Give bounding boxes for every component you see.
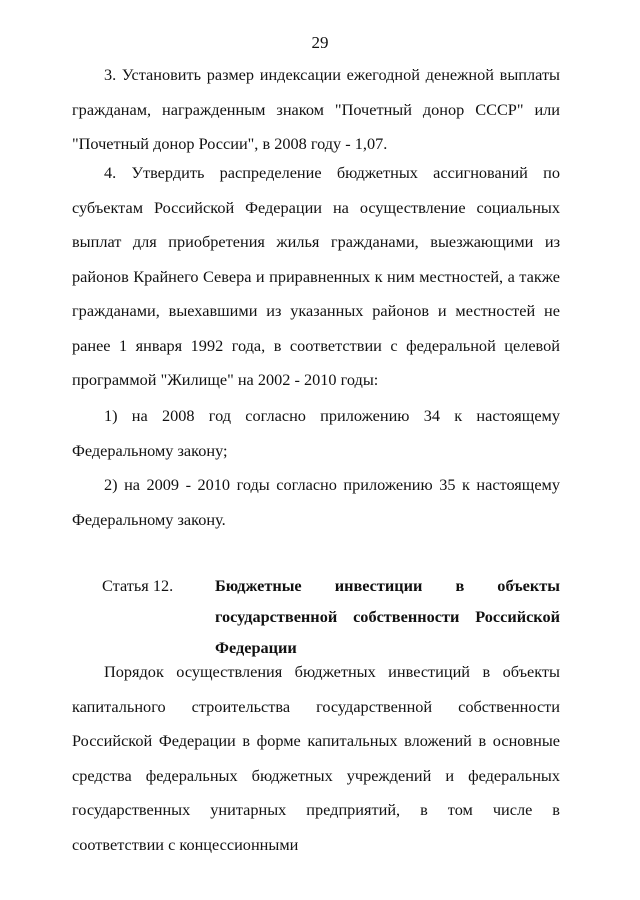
list-item-2009-2010: 2) на 2009 - 2010 годы согласно приложению 35 к настоящему Федеральному закону. [72, 475, 560, 529]
article-heading [72, 570, 560, 663]
article-title: Бюджетные инвестиции в объекты государственной собственности Российской Федерации [215, 576, 560, 657]
paragraph-budget-distribution: 4. Утвердить распределение бюджетных ассигнований по субъектам Российской Федерации на осуществление социальных выплат для приобретения жилья гражданами, выезжающими из районов Крайнего Севера и приравненных к ним местностей, а также гражданами, выехавшими из указанных районов и местностей не ранее 1 января 1992 года, в соответствии с федеральной целевой программой "Жилище" на 2002 - 2010 годы: [72, 163, 560, 389]
paragraph-investment-procedure: Порядок осуществления бюджетных инвестиций в объекты капитального строительства государственной собственности Российской Федерации в форме капитальных вложений в основные средства федеральных бюджетных учреждений и федеральных государственных унитарных предприятий, в том числе в соответствии с концессионными [72, 662, 560, 854]
list-item-2008: 1) на 2008 год согласно приложению 34 к настоящему Федеральному закону; [72, 406, 560, 460]
page-number: 29 [311, 33, 329, 52]
article-number: Статья 12. [102, 576, 174, 595]
paragraph-indexation: 3. Установить размер индексации ежегодной денежной выплаты гражданам, награжденным знаком "Почетный донор СССР" или "Почетный донор России", в 2008 году - 1,07. [72, 65, 560, 153]
